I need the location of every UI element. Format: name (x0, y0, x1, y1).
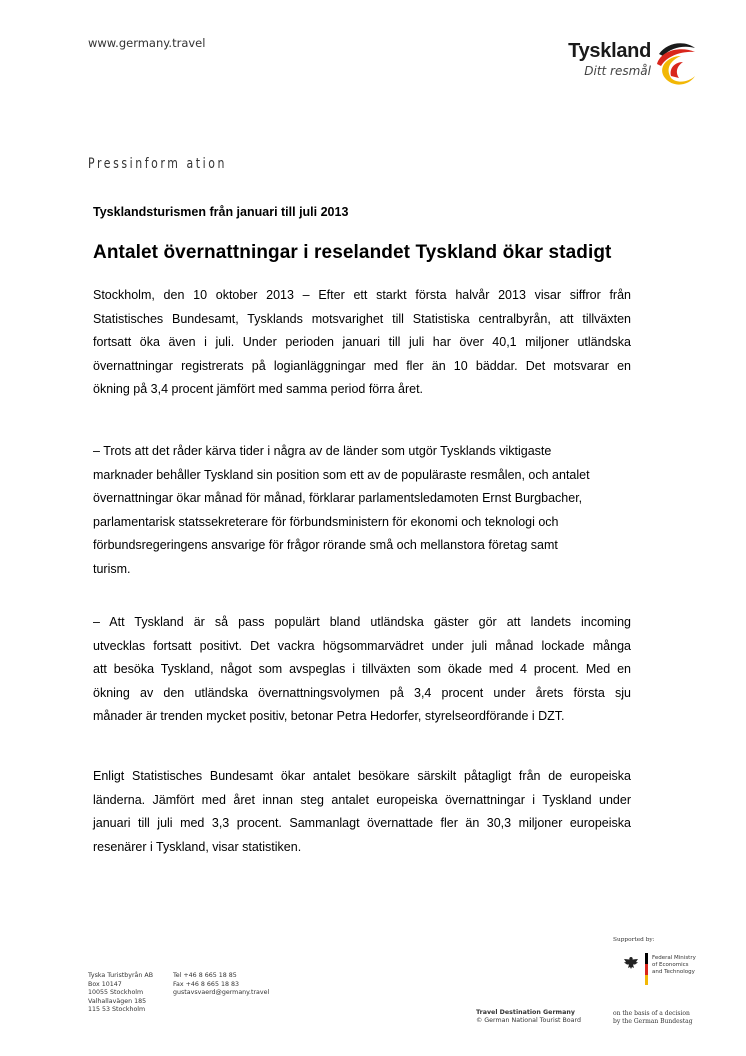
press-release-label: Pressinform ation (88, 156, 227, 172)
paragraph-line: fortsatt öka även i juli. Under perioden januari till juli har över 40,1 miljoner utländska (93, 335, 631, 349)
address-line: Box 10147 (88, 980, 122, 988)
address-line: Tyska Turistbyrån AB (88, 972, 154, 979)
body-paragraph-2 (93, 440, 631, 581)
paragraph-line: utvecklas fortsatt positivt. Det vackra högsommarvädret under juli månad lockade många (93, 638, 631, 653)
kicker-heading: Tysklandsturismen från januari till juli 2013 (93, 205, 349, 219)
paragraph-line: Statistisches Bundesamt, Tysklands motsvarighet till Statistiska centralbyrån, att tillväxten (93, 311, 631, 326)
paragraph-line: månader är trenden mycket positiv, betonar Petra Hedorfer, styrelseordförande i DZT. (93, 709, 565, 723)
fax-number: Fax +46 8 665 18 83 (173, 980, 239, 988)
paragraph-line: parlamentarisk statssekreterare för förbundsministern för ekonomi och teknologi och (93, 514, 559, 529)
paragraph-line: ökning av den utländska övernattningsvolymen på 3,4 procent under årets första sju (93, 685, 631, 700)
paragraph-line: Enligt Statistisches Bundesamt ökar antalet besökare särskilt påtagligt från de europeiska (93, 769, 631, 783)
paragraph-line: att besöka Tyskland, något som avspeglas i tillväxten som ökade med 4 procent. Med en (93, 662, 631, 676)
headline: Antalet övernattningar i reselandet Tyskland ökar stadigt (93, 242, 612, 263)
paragraph-line: resenärer i Tyskland, visar statistiken. (93, 839, 302, 854)
federal-eagle-icon (623, 956, 639, 970)
german-flag-bar (645, 953, 648, 985)
phone-number: Tel +46 8 665 18 85 (173, 972, 237, 979)
decision-line: on the basis of a decision (613, 1010, 690, 1017)
paragraph-line: – Trots att det råder kärva tider i några av de länder som utgör Tysklands viktigaste (93, 444, 552, 458)
email-link[interactable]: gustavsvaerd@germany.travel (173, 989, 270, 997)
ministry-name (652, 955, 696, 976)
footer-contact (173, 972, 269, 998)
body-paragraph-4 (93, 765, 631, 859)
paragraph-line: ökning på 3,4 procent jämfört med samma period förra året. (93, 382, 424, 396)
footer-address (88, 972, 153, 1015)
address-line: 10055 Stockholm (88, 989, 144, 997)
tourist-board-title: Travel Destination Germany (476, 1009, 575, 1016)
germany-travel-swoosh-icon (651, 36, 703, 88)
paragraph-line: övernattningar ökar månad för månad, förklarar parlamentsledamoten Ernst Burgbacher, (93, 491, 583, 505)
tourist-board-credit (476, 1009, 581, 1025)
website-url[interactable]: www.germany.travel (88, 36, 206, 50)
brand-block (528, 34, 713, 94)
paragraph-line: Stockholm, den 10 oktober 2013 – Efter ett starkt första halvår 2013 visar siffror från (93, 288, 631, 302)
paragraph-line: marknader behåller Tyskland sin position som ett av de populäraste resmålen, och antalet (93, 467, 590, 482)
paragraph-line: – Att Tyskland är så pass populärt bland utländska gäster gör att landets incoming (93, 615, 631, 629)
ministry-line: Federal Ministry (652, 955, 696, 961)
tourist-board-subtitle: © German National Tourist Board (476, 1017, 581, 1024)
ministry-line: of Economics (652, 962, 689, 968)
ministry-line: and Technology (652, 969, 695, 975)
address-line: 115 53 Stockholm (88, 1006, 146, 1014)
paragraph-line: övernattningar registrerats på logianläggningar med fler än 10 bäddar. Det motsvarar en (93, 358, 631, 373)
address-line: Valhallavägen 185 (88, 997, 147, 1005)
body-paragraph-1 (93, 284, 631, 402)
supported-by-label: Supported by: (613, 937, 655, 943)
brand-name: Tyskland (568, 40, 651, 62)
paragraph-line: turism. (93, 561, 131, 576)
decision-line: by the German Bundestag (613, 1017, 693, 1025)
body-paragraph-3 (93, 611, 631, 729)
paragraph-line: länderna. Jämfört med året innan steg antalet europeiska övernattningar i Tyskland under (93, 792, 631, 807)
brand-tagline: Ditt resmål (584, 64, 651, 78)
bundestag-decision-note (613, 1010, 693, 1025)
paragraph-line: januari till juli med 3,3 procent. Sammanlagt övernattade fler än 30,3 miljoner europeiska (93, 816, 631, 830)
paragraph-line: förbundsregeringens ansvarige för frågor rörande små och mellanstora företag samt (93, 538, 558, 552)
